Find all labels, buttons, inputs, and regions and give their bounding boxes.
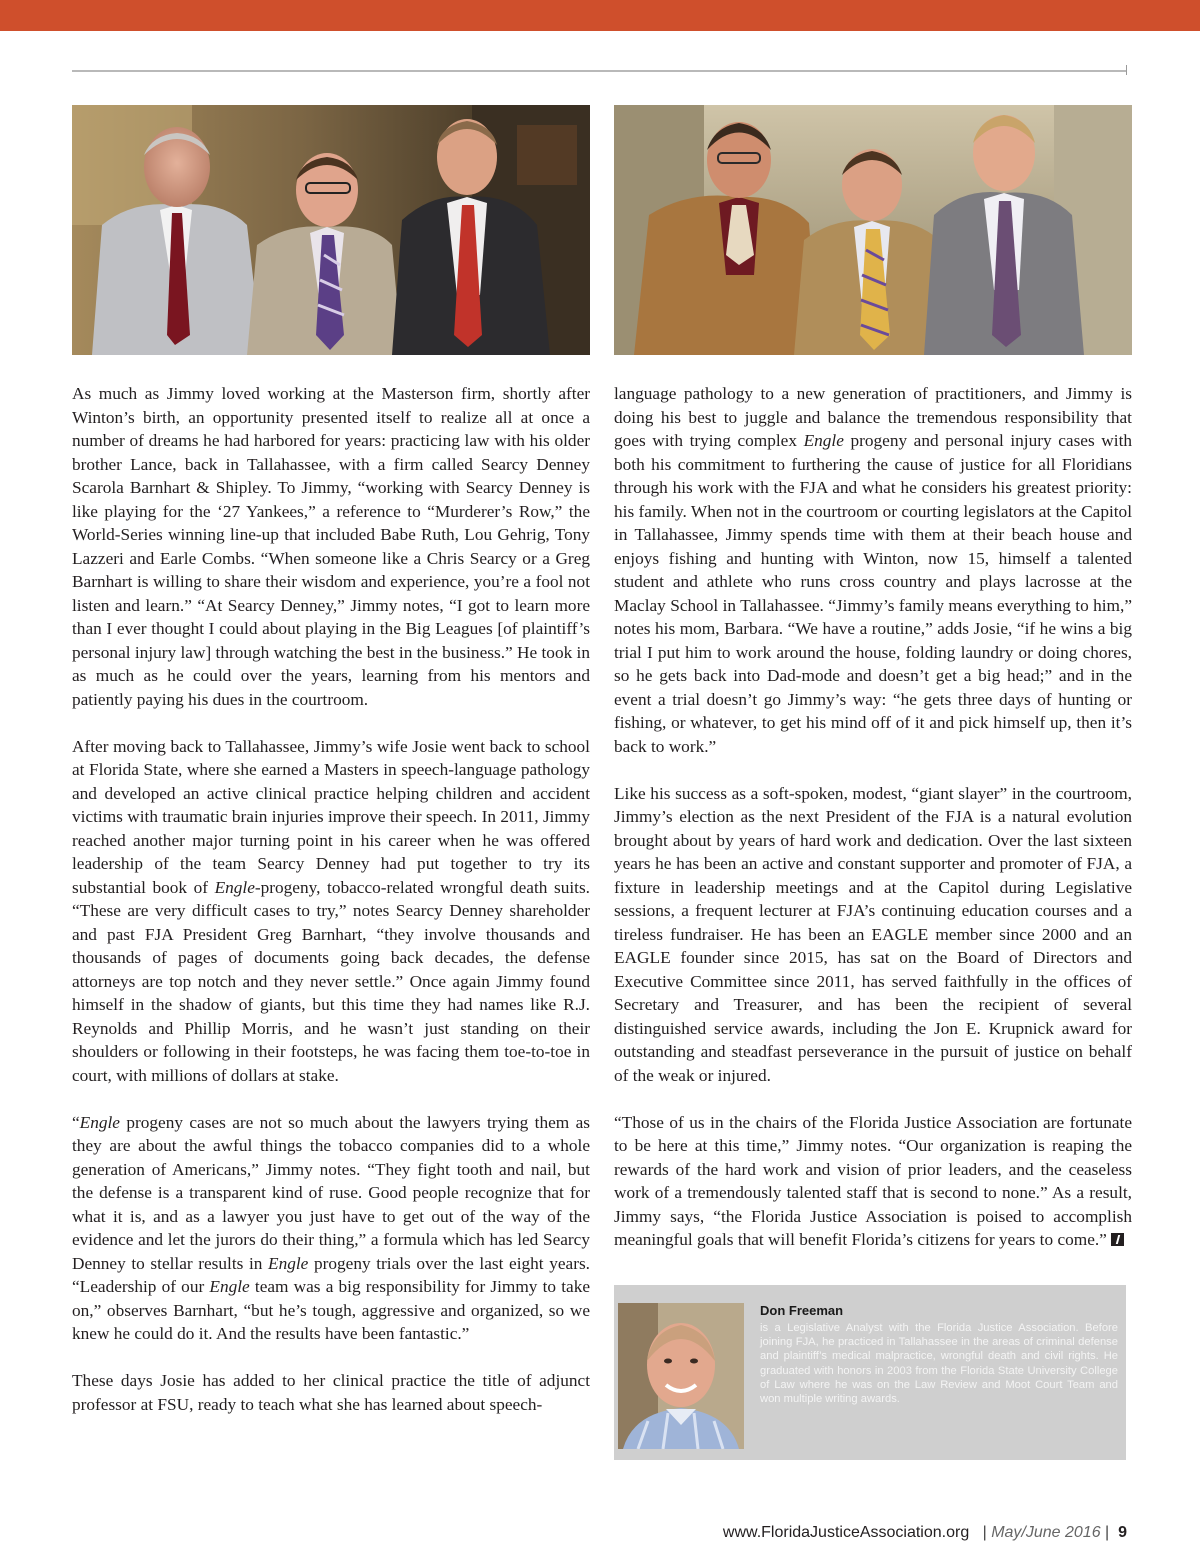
paragraph-text: “Those of us in the chairs of the Florida Justice Association are fortunate to be here at this time,” Jimmy notes. “Our organization is reaping the rewards of the hard work and vision of prior leaders, and the ceaseless work of a tremendously talented staff that is second to none.” As a result, Jimmy says, “the Florida Justice Association is poised to accomplish meaningful goals that will benefit Florida’s citizens for years to come.” <box>614 1112 1132 1249</box>
paragraph-text: After moving back to Tallahassee, Jimmy’s wife Josie went back to school at Florida State, where she earned a Masters in speech-language pathology and developed an active clinical practice helping children and accident victims with traumatic brain injuries improve their speech. In 2011, Jimmy reached another major turning point in his career when he was offered leadership of the team Searcy Denney had put together to try its substantial book of <box>72 736 590 897</box>
paragraph-text: Like his success as a soft-spoken, modest, “giant slayer” in the courtroom, Jimmy’s election as the next President of the FJA is a natural evolution brought about by years of hard work and dedication. Over the last sixteen years he has been an active and constant supporter and promoter of FJA, a fixture in leadership meetings and at the Capitol during Legislative sessions, a frequent lecturer at FJA’s continuing education courses and a tireless fundraiser. He has been an EAGLE member since 2000 and an EAGLE founder since 2015, has sat on the Board of Directors and Executive Committee since 2011, has served faithfully in the offices of Secretary and Treasurer, and has been the recipient of several distinguished service awards, including the Jon E. Krupnick award for outstanding and steadfast perseverance in the pursuit of justice on behalf of the weak or injured. <box>614 783 1132 1085</box>
paragraph <box>614 782 1132 1088</box>
paragraph-text: progeny trials over the last eight years. “Leadership of our <box>72 1253 590 1296</box>
case-name: Engle <box>209 1277 250 1296</box>
paragraph-text: progeny and personal injury cases with both his commitment to furthering the cause of justice for all Floridians through his work with the FJA and what he considers his greatest priority: his family. When not in the courtroom or courting legislators at the Capitol in Tallahassee, Jimmy spends time with them at their beach house and enjoys fishing and hunting with Winton, now 15, himself a talented student and athlete who runs cross country and plays lacrosse at the Maclay School in Tallahassee. “Jimmy’s family means everything to him,” notes his mom, Barbara. “We have a routine,” adds Josie, “if he wins a big trial I put him to work around the house, folding laundry or doing chores, so he gets back into Dad-mode and doesn’t get a big head;” and in the event a trial doesn’t go Jimmy’s way: “he gets three days of hunting or fishing, or whatever, to get his mind off of it and pick himself up, then it’s back to work.” <box>614 431 1133 756</box>
paragraph-text: team was a big responsibility for Jimmy to take on,” observes Barnhart, “but he’s tough, aggressive and organized, so we knew he could do it. And the results have been fantastic.” <box>72 1277 590 1343</box>
paragraph-text: These days Josie has added to her clinical practice the title of adjunct professor at FSU, ready to teach what she has learned about speech- <box>72 1371 590 1414</box>
header-rule-endcap <box>1126 65 1127 75</box>
paragraph <box>72 1111 590 1346</box>
case-name: Engle <box>79 1112 120 1132</box>
page-footer <box>723 1524 1127 1542</box>
author-bio-text: is a Legislative Analyst with the Florida Justice Association. Before joining FJA, he practiced in Tallahassee in the areas of criminal defense and plaintiff’s medical malpractice, wrongful death and civil rights. He graduated with honors in 2003 from the Florida State University College of Law where he was on the Law Review and Moot Court Team and won multiple writing awards. <box>760 1322 1118 1406</box>
footer-issue-date: May/June 2016 <box>991 1524 1101 1541</box>
photo-three-men-right <box>614 105 1132 355</box>
top-color-bar <box>0 0 1200 31</box>
case-name: Engle <box>803 431 844 450</box>
article-column-left <box>72 382 590 1440</box>
author-name: Don Freeman <box>760 1303 844 1318</box>
paragraph <box>72 735 590 1088</box>
header-rule <box>72 70 1126 72</box>
paragraph <box>614 1111 1132 1252</box>
footer-separator: | <box>982 1524 987 1541</box>
paragraph-text: -progeny, tobacco-related wrongful death suits. “These are very difficult cases to try,” notes Searcy Denney shareholder and past FJA President Greg Barnhart, “they involve thousands and thousands of pages of documents going back decades, the defense attorneys are top notch and they never settle.” Once again Jimmy found himself in the shadow of giants, but this time they had names like R.J. Reynolds and Phillip Morris, and he wasn’t just standing on their shoulders or following in their footsteps, he was facing them toe-to-toe in court, with millions of dollars at stake. <box>72 877 590 1085</box>
paragraph-text: “ <box>72 1112 80 1132</box>
page-number: 9 <box>1118 1524 1127 1541</box>
author-bio-box <box>614 1285 1126 1460</box>
author-photo <box>618 1303 744 1449</box>
footer-separator: | <box>1105 1524 1110 1541</box>
paragraph-text: language pathology to a new generation of practitioners, and Jimmy is doing his best to juggle and balance the tremendous responsibility that goes with trying complex <box>614 384 1132 450</box>
photo-three-men-left <box>72 105 590 355</box>
end-of-article-icon <box>1111 1233 1124 1246</box>
paragraph <box>72 1369 590 1416</box>
paragraph <box>72 382 590 711</box>
case-name: Engle <box>268 1253 309 1273</box>
case-name: Engle <box>214 877 255 897</box>
paragraph-text: progeny cases are not so much about the lawyers trying them as they are about the awful things the tobacco companies did to a whole generation of Americans,” Jimmy notes. “They fight tooth and nail, but the defense is a transparent kind of ruse. Good people recognize that for what it is, and as a lawyer you just have to get out of the way of the evidence and let the jurors do their thing,” a formula which has led Searcy Denney to stellar results in <box>72 1112 590 1273</box>
article-column-right <box>614 382 1132 1275</box>
paragraph <box>614 382 1132 758</box>
footer-website: www.FloridaJusticeAssociation.org <box>722 1524 970 1541</box>
paragraph-text: As much as Jimmy loved working at the Masterson firm, shortly after Winton’s birth, an opportunity presented itself to realize all at once a number of dreams he had harbored for years: practicing law with his older brother Lance, back in Tallahassee, with a firm called Searcy Denney Scarola Barnhart & Shipley. To Jimmy, “working with Searcy Denney is like playing for the ‘27 Yankees,” a reference to “Murderer’s Row,” the World-Series winning line-up that included Babe Ruth, Lou Gehrig, Tony Lazzeri and Earle Combs. “When someone like a Chris Searcy or a Greg Barnhart is willing to share their wisdom and experience, you’re a fool not listen and learn.” “At Searcy Denney,” Jimmy notes, “I got to learn more than I ever thought I could about playing in the Big Leagues [of plaintiff’s personal injury law] through watching the best in the business.” He took in as much as he could over the years, learning from his mentors and patiently paying his dues in the courtroom. <box>72 384 590 709</box>
